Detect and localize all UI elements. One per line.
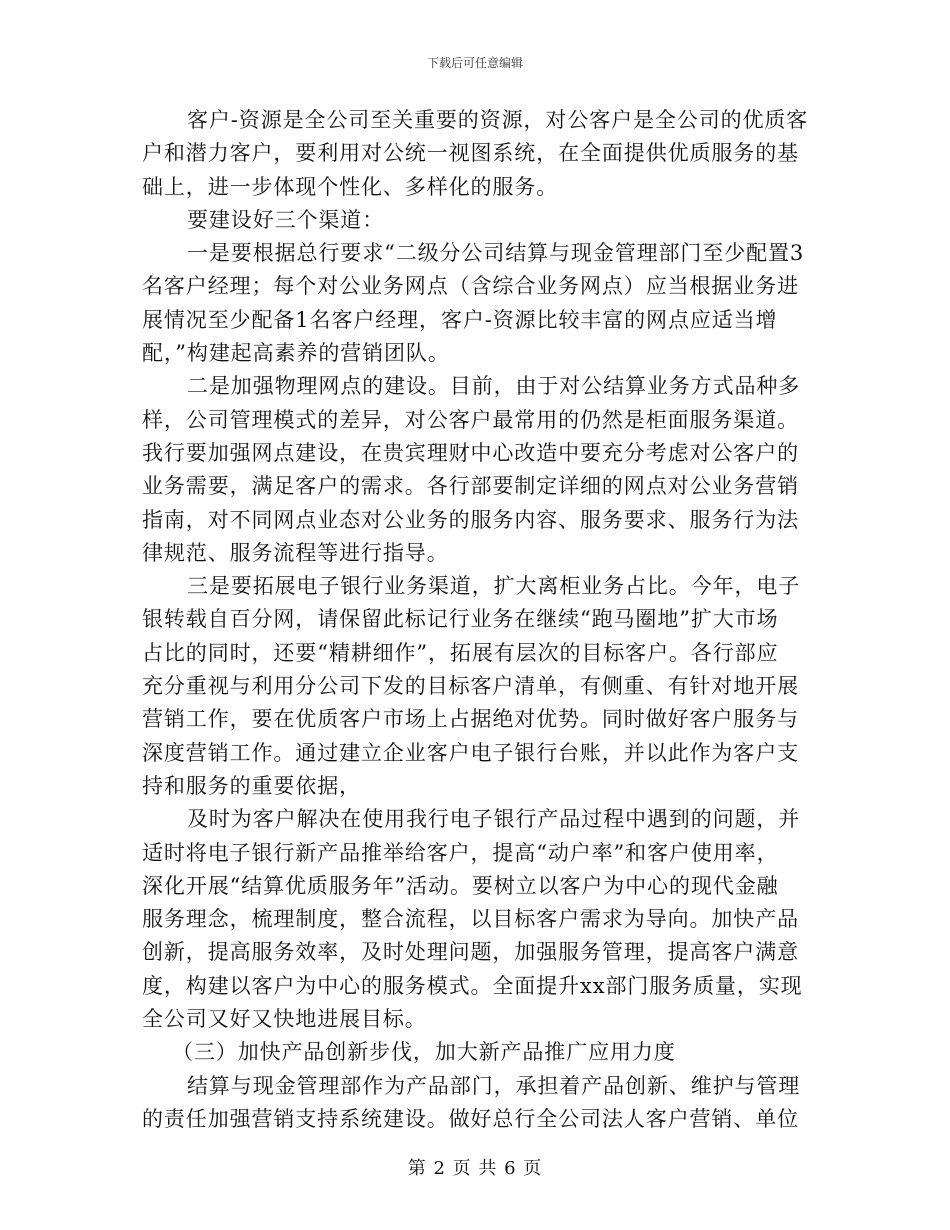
paragraph-line: 的责任加强营销支持系统建设。做好总行全公司法人客户营销、单位 (142, 1106, 799, 1131)
page-header: 下载后可任意编辑 (426, 56, 523, 70)
section-heading: （三）加快产品创新步伐，加大新产品推广应用力度 (172, 1040, 676, 1065)
paragraph-line: 一是要根据总行要求“二级分公司结算与现金管理部门至少配置3 (187, 241, 805, 266)
document-body (142, 104, 818, 1136)
paragraph-line: 户和潜力客户，要利用对公统一视图系统，在全面提供优质服务的基 (142, 141, 799, 166)
paragraph-line: 指南，对不同网点业态对公业务的服务内容、服务要求、服务行为法 (142, 507, 799, 532)
paragraph-line: 三是要拓展电子银行业务渠道，扩大离柜业务占比。今年，电子 (187, 574, 801, 599)
paragraph-line: 适时将电子银行新产品推举给客户，提高“动户率”和客户使用率， (142, 840, 779, 865)
paragraph-line: 占比的同时，还要“精耕细作”，拓展有层次的目标客户。各行部应 (142, 640, 779, 665)
paragraph-line: 度，构建以客户为中心的服务模式。全面提升xx部门服务质量，实现 (142, 973, 803, 998)
page-footer: 第 2 页 共 6 页 (407, 1158, 543, 1179)
paragraph-line: 全公司又好又快地进展目标。 (142, 1007, 427, 1032)
paragraph-line: 银转载自百分网，请保留此标记行业务在继续“跑马圈地”扩大市场 (142, 607, 779, 632)
paragraph-line: 业务需要，满足客户的需求。各行部要制定详细的网点对公业务营销 (142, 474, 799, 499)
paragraph-line: 二是加强物理网点的建设。目前，由于对公结算业务方式品种多 (187, 374, 801, 399)
paragraph-line: 配，”构建起高素养的营销团队。 (142, 341, 450, 366)
paragraph-line: 律规范、服务流程等进行指导。 (142, 540, 449, 565)
paragraph-line: 我行要加强网点建设，在贵宾理财中心改造中要充分考虑对公客户的 (142, 440, 799, 465)
paragraph-line: 客户-资源是全公司至关重要的资源，对公客户是全公司的优质客 (187, 108, 809, 132)
paragraph-line: 要建设好三个渠道： (187, 207, 385, 232)
paragraph-line: 名客户经理；每个对公业务网点（含综合业务网点）应当根据业务进 (142, 274, 799, 299)
paragraph-line: 充分重视与利用分公司下发的目标客户清单，有侧重、有针对地开展 (142, 674, 799, 699)
paragraph-line: 服务理念，梳理制度，整合流程，以目标客户需求为导向。加快产品 (142, 907, 799, 932)
paragraph-line: 结算与现金管理部作为产品部门，承担着产品创新、维护与管理 (187, 1073, 801, 1098)
paragraph-line: 展情况至少配备1名客户经理，客户-资源比较丰富的网点应适当增 (142, 307, 778, 332)
paragraph-line: 样，公司管理模式的差异，对公客户最常用的仍然是柜面服务渠道。 (142, 407, 799, 432)
paragraph-line: 持和服务的重要依据， (142, 773, 361, 798)
paragraph-line: 及时为客户解决在使用我行电子银行产品过程中遇到的问题，并 (187, 807, 801, 832)
paragraph-line: 础上，进一步体现个性化、多样化的服务。 (142, 174, 559, 199)
paragraph-line: 深化开展“结算优质服务年”活动。要树立以客户为中心的现代金融 (142, 873, 779, 898)
paragraph-line: 创新，提高服务效率，及时处理问题，加强服务管理，提高客户满意 (142, 940, 799, 965)
paragraph-line: 营销工作，要在优质客户市场上占据绝对优势。同时做好客户服务与 (142, 707, 799, 732)
paragraph-line: 深度营销工作。通过建立企业客户电子银行台账，并以此作为客户支 (142, 740, 799, 765)
